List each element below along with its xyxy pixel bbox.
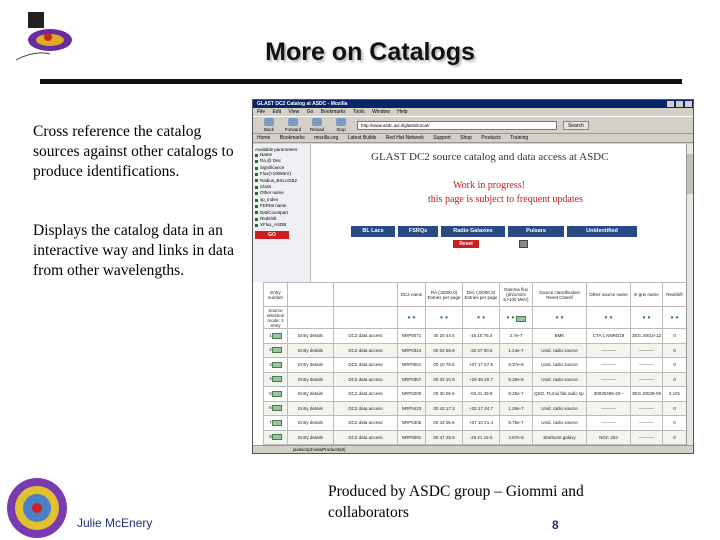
other-name-cell: CTA 1 NNRD19 (587, 329, 631, 344)
bookmark-products[interactable]: Products (481, 135, 501, 141)
dc2-name-cell: NRP0305 (398, 416, 426, 431)
table-row (264, 329, 687, 344)
other-name-cell: NGC 253 (587, 430, 631, 445)
menu-bookmarks[interactable]: Bookmarks (320, 109, 346, 115)
menu-file[interactable]: File (257, 109, 266, 115)
bookmark-bookmarks[interactable]: Bookmarks (279, 135, 305, 141)
column-header: Source classification Reset Classif (533, 283, 587, 307)
checkbox-icon[interactable] (255, 179, 258, 182)
dec-cell: +29 35 20.7 (463, 372, 500, 387)
redshift-cell: 0 (663, 329, 687, 344)
sort-arrows-icon[interactable]: • • (663, 307, 687, 329)
egret-name-cell: ---------- (631, 416, 663, 431)
entry-number-cell: 1 (264, 329, 288, 344)
gamma-flux-cell: 9.25e-7 (500, 387, 533, 402)
redshift-cell: 0 (663, 358, 687, 373)
table-row (264, 387, 687, 402)
entry-number-cell: 4 (264, 372, 288, 387)
egret-name-cell: ---------- (631, 372, 663, 387)
classification-cell: Starburst galaxy (533, 430, 587, 445)
classification-cell: QSO, FLmul flat radio sp. (533, 387, 587, 402)
sort-arrows-icon[interactable]: • • (463, 307, 500, 329)
stop-button[interactable]: Stop (329, 118, 353, 132)
egret-name-cell: ---------- (631, 430, 663, 445)
bookmark-support[interactable]: Support (433, 135, 451, 141)
sort-arrows-icon[interactable]: • • (587, 307, 631, 329)
entry-number-cell: 2 (264, 343, 288, 358)
entry-details-link[interactable]: Entry details (288, 372, 334, 387)
entry-details-link[interactable]: Entry details (288, 430, 334, 445)
dc2-data-access-link[interactable]: DC2 data access (334, 430, 398, 445)
table-row (264, 343, 687, 358)
sort-arrows-icon[interactable]: • • (398, 307, 426, 329)
column-header: RA (J2000.0) Entries per page (426, 283, 463, 307)
gamma-flux-cell: 9.37e-8 (500, 358, 533, 373)
title-rule (40, 79, 682, 84)
page-heading: GLAST DC2 source catalog and data access at ASDC (371, 151, 609, 163)
checkbox-icon[interactable] (255, 205, 258, 208)
dc2-data-access-link[interactable]: DC2 data access (334, 343, 398, 358)
row-select-icon[interactable] (272, 434, 282, 440)
selection-note: Source selection mode: 1 entry (264, 307, 288, 329)
classification-cell: Unid. radio source (533, 372, 587, 387)
other-name-cell: ---------- (587, 358, 631, 373)
checkbox-icon[interactable] (255, 211, 258, 214)
reload-button[interactable]: Reload (305, 118, 329, 132)
sort-arrows-icon[interactable]: • • (631, 307, 663, 329)
go-button[interactable]: GO (255, 231, 289, 239)
bookmark-home[interactable]: Home (257, 135, 271, 141)
ra-cell: 00 43 17.3 (426, 401, 463, 416)
status-bar: javascript:viewProducts(8) (253, 445, 694, 453)
ra-selector[interactable]: Entries per page (427, 294, 461, 300)
scroll-thumb[interactable] (687, 154, 693, 194)
entry-details-link[interactable]: Entry details (288, 358, 334, 373)
parameter-panel (253, 144, 311, 282)
reset-button[interactable]: Reset (453, 240, 479, 248)
param-item[interactable]: FERMI name (255, 203, 308, 209)
gamma-flux-cell: 2.7e-7 (500, 329, 533, 344)
table-row (264, 416, 687, 431)
table-row (264, 372, 687, 387)
page-content (253, 144, 694, 447)
row-select-icon[interactable] (272, 376, 282, 382)
table-header-row (264, 283, 687, 307)
column-header: Dec (J2000.0) Entries per page (463, 283, 500, 307)
other-name-cell: 30030496-20-- (587, 387, 631, 402)
column-header: Entry number (264, 283, 288, 307)
redshift-cell: 0 (663, 401, 687, 416)
bullet-cross-reference: Cross reference the catalog sources against other catalogs to produce identifications. (33, 123, 234, 180)
ra-cell: 00 47 25.6 (426, 430, 463, 445)
egret-name-cell: 3EG J0010-12 (631, 329, 663, 344)
browser-menubar (253, 108, 693, 116)
dec-selector[interactable]: Entries per page (464, 294, 498, 300)
vertical-scrollbar[interactable] (686, 144, 693, 447)
checkbox-icon[interactable] (255, 224, 258, 227)
forward-button[interactable]: Forward (281, 118, 305, 132)
forward-icon (288, 118, 298, 126)
dec-cell: -32 27 00.0 (463, 343, 500, 358)
column-header (334, 283, 398, 307)
menu-view[interactable]: View (288, 109, 300, 115)
param-item[interactable]: sp_index (255, 197, 308, 203)
entry-details-link[interactable]: Entry details (288, 416, 334, 431)
checkbox-icon[interactable] (255, 192, 258, 195)
param-item[interactable]: XFlux_ASDB (255, 222, 308, 228)
class-selector[interactable]: Reset Classif (546, 294, 573, 300)
gamma-flux-cell: 3.67e-8 (500, 430, 533, 445)
classification-cell: Unid. radio source (533, 416, 587, 431)
url-field[interactable]: http://www.asdc.asi.it/glast/dc2cat/ (357, 121, 557, 130)
column-header (288, 283, 334, 307)
dc2-name-cell: NRP0433 (398, 401, 426, 416)
redshift-cell: 2.101 (663, 387, 687, 402)
sort-row (264, 307, 687, 329)
menu-go[interactable]: Go (306, 109, 314, 115)
dec-cell: +07 10 21.4 (463, 416, 500, 431)
reload-icon (312, 118, 322, 126)
author-name: Julie McEnery (77, 516, 153, 530)
gamma-flux-cell: 1.26e-7 (500, 401, 533, 416)
classification-cell: Unid. radio source (533, 358, 587, 373)
dec-cell: -03 41 49.9 (463, 387, 500, 402)
gamma-flux-cell: 1.24e-7 (500, 343, 533, 358)
window-title: GLAST DC2 Catalog at ASDC - Mozilla (257, 101, 348, 107)
tab-fsrqs[interactable]: FSRQs (398, 226, 438, 237)
row-select-icon[interactable] (272, 391, 282, 397)
param-item[interactable]: Flux(>100MeV) (255, 171, 308, 177)
sort-arrows-icon[interactable]: • • (500, 307, 533, 329)
egret-name-cell: ---------- (631, 358, 663, 373)
checkbox-icon[interactable] (255, 167, 258, 170)
param-item[interactable]: Dat/Countpart (255, 210, 308, 216)
bookmark-training[interactable]: Training (510, 135, 529, 141)
table-row (264, 358, 687, 373)
dec-cell: -25 21 15.0 (463, 430, 500, 445)
row-select-icon[interactable] (272, 333, 282, 339)
gamma-flux-cell: 9.75e-7 (500, 416, 533, 431)
param-item[interactable]: Other name (255, 190, 308, 196)
other-name-cell: ---------- (587, 416, 631, 431)
other-name-cell: ---------- (587, 401, 631, 416)
other-name-cell: ---------- (587, 372, 631, 387)
ra-cell: 00 44 06.6 (426, 416, 463, 431)
row-select-icon[interactable] (272, 347, 282, 353)
dc2-data-access-link[interactable]: DC2 data access (334, 401, 398, 416)
entry-details-link[interactable]: Entry details (288, 401, 334, 416)
page-number: 8 (552, 518, 559, 532)
checkbox-icon[interactable] (255, 186, 258, 189)
column-header: Redshift (663, 283, 687, 307)
param-item[interactable]: Class (255, 184, 308, 190)
param-item[interactable]: Ra,@ Dec (255, 158, 308, 164)
dc2-data-access-link[interactable]: DC2 data access (334, 372, 398, 387)
notice-line-2: this page is subject to frequent updates (428, 194, 583, 205)
checkbox-icon[interactable] (255, 154, 258, 157)
ra-cell: 00 30 06.6 (426, 387, 463, 402)
dc2-data-access-link[interactable]: DC2 data access (334, 358, 398, 373)
bookmark-mozilla[interactable]: mozilla.org (314, 135, 339, 141)
close-icon[interactable] (685, 101, 692, 107)
redshift-cell: 0 (663, 416, 687, 431)
checkbox-icon[interactable] (255, 160, 258, 163)
column-header: Gamma flux (ph/cm2/s E>100 MeV) (500, 283, 533, 307)
bookmark-redhat[interactable]: Red Hat Network (385, 135, 424, 141)
column-header: E-grei name (631, 283, 663, 307)
entry-number-cell: 8 (264, 430, 288, 445)
notice-line-1: Work in progress! (453, 180, 525, 191)
classification-cell: Unid. radio source (533, 343, 587, 358)
menu-window[interactable]: Window (372, 109, 390, 115)
egret-name-cell: ---------- (631, 343, 663, 358)
back-button[interactable]: Back (257, 118, 281, 132)
entry-number-cell: 5 (264, 387, 288, 402)
checkbox-icon[interactable] (255, 218, 258, 221)
menu-edit[interactable]: Edit (272, 109, 282, 115)
stop-icon (336, 118, 346, 126)
dc2-data-access-link[interactable]: DC2 data access (334, 387, 398, 402)
entry-details-link[interactable]: Entry details (288, 387, 334, 402)
class-tabs (351, 226, 640, 237)
dc2-challenge-logo (2, 470, 72, 540)
browser-toolbar (253, 116, 693, 134)
bookmark-latest-builds[interactable]: Latest Builds (347, 135, 377, 141)
ra-cell: 00 20 44.5 (426, 329, 463, 344)
ra-cell: 00 32 10.9 (426, 372, 463, 387)
classification-cell: Unid. radio source (533, 401, 587, 416)
table-row (264, 401, 687, 416)
sort-arrows-icon[interactable]: • • (426, 307, 463, 329)
bookmarks-bar (253, 134, 693, 143)
entry-number-cell: 3 (264, 358, 288, 373)
param-item[interactable]: Name (255, 152, 308, 158)
checkbox-icon[interactable] (255, 199, 258, 202)
maximize-icon[interactable] (676, 101, 683, 107)
bookmark-shop[interactable]: Shop (460, 135, 472, 141)
search-button[interactable]: Search (563, 121, 589, 130)
gamma-flux-cell: 9.39e-8 (500, 372, 533, 387)
egret-name-cell: 3EG J0038-09 (631, 387, 663, 402)
dc2-name-cell: NRP0324 (398, 343, 426, 358)
tab-pulsars[interactable]: Pulsars (508, 226, 564, 237)
ra-cell: 00 04 56.8 (426, 343, 463, 358)
param-item[interactable]: Radius_BXLAGB2 (255, 178, 308, 184)
ra-cell: 00 10 76.6 (426, 358, 463, 373)
param-item[interactable]: Significance (255, 165, 308, 171)
menu-help[interactable]: Help (397, 109, 408, 115)
slide-title: More on Catalogs (265, 38, 475, 66)
bullet-display: Displays the catalog data in an interactive way and links in data from other wavelengths. (33, 222, 235, 279)
column-header: DC2 name (398, 283, 426, 307)
dc2-data-access-link[interactable]: DC2 data access (334, 416, 398, 431)
sort-arrows-icon[interactable]: • • (533, 307, 587, 329)
column-header: Other source name (587, 283, 631, 307)
row-select-icon[interactable] (272, 405, 282, 411)
param-header: Available parameters (255, 147, 298, 152)
entry-details-link[interactable]: Entry details (288, 329, 334, 344)
redshift-cell: 0 (663, 343, 687, 358)
print-icon[interactable] (519, 240, 528, 248)
tab-unidentified[interactable]: Unidentified (567, 226, 637, 237)
minimize-icon[interactable] (667, 101, 674, 107)
credit-text: Produced by ASDC group – Giommi and collaborators (328, 483, 584, 521)
entry-number-cell: 6 (264, 401, 288, 416)
param-item[interactable]: Redshift (255, 216, 308, 222)
browser-window (252, 99, 694, 454)
entry-details-link[interactable]: Entry details (288, 343, 334, 358)
dc2-data-access-link[interactable]: DC2 data access (334, 329, 398, 344)
menu-tools[interactable]: Tools (353, 109, 365, 115)
dec-cell: +07 17 57.5 (463, 358, 500, 373)
classification-cell: BMK (533, 329, 587, 344)
checkbox-icon[interactable] (255, 173, 258, 176)
dc2-name-cell: NRP0200 (398, 387, 426, 402)
dc2-name-cell: NRP0357 (398, 372, 426, 387)
other-name-cell: ---------- (587, 343, 631, 358)
dec-cell: +33 17 34.7 (463, 401, 500, 416)
back-icon (264, 118, 274, 126)
dec-cell: -15 10 75.4 (463, 329, 500, 344)
catalog-table (263, 282, 687, 445)
redshift-cell: 0 (663, 372, 687, 387)
row-select-icon[interactable] (272, 362, 282, 368)
browser-titlebar (253, 100, 693, 108)
table-row (264, 430, 687, 445)
redshift-cell: 0 (663, 430, 687, 445)
tab-radio-galaxies[interactable]: Radio Galaxies (441, 226, 505, 237)
dc2-name-cell: NRP0001 (398, 358, 426, 373)
dc2-name-cell: NRP0071 (398, 329, 426, 344)
tab-bl-lacs[interactable]: BL Lacs (351, 226, 395, 237)
egret-name-cell: ---------- (631, 401, 663, 416)
row-select-icon[interactable] (272, 420, 282, 426)
dc2-name-cell: NRP0091 (398, 430, 426, 445)
entry-number-cell: 7 (264, 416, 288, 431)
